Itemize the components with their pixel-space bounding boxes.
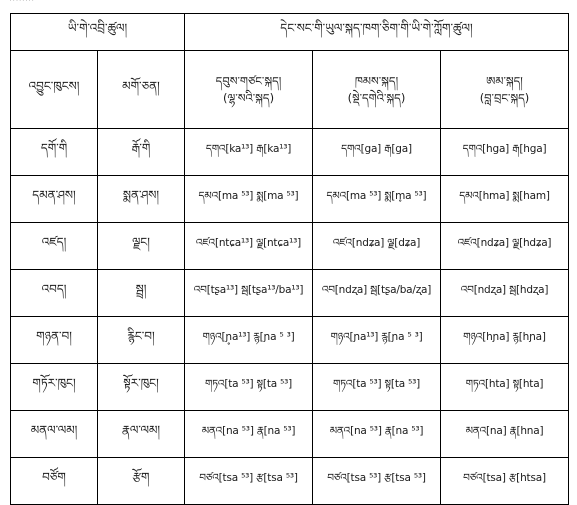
cell-source: གཏོར་ཁུང། [11,364,98,411]
header-kham-sub: (སྡེ་དགེའི་སྐད) [347,90,406,105]
cell-kham: འབ[ndʐa] སྦ[tʂa/ba/ʐa] [313,270,441,317]
cell-amdo: དམའ[hma] སྨ[ham] [441,176,569,223]
table-row [11,458,569,505]
cell-utsang: གཉའ[ɲ̥a¹³] རྙ[ɲa ⁵ ³] [185,317,313,364]
cell-prefixed: རྒོ་གི [98,129,185,176]
cell-kham: མནའ[na ⁵³] རྣ[na ⁵³] [313,411,441,458]
header-utsang-sub: (ལྷ་སའི་སྐད) [222,90,275,105]
cell-amdo: གཉའ[hɲa] རྙ[hɲa] [441,317,569,364]
cell-source: འཛད། [11,223,98,270]
cell-amdo: འཛའ[ndʑa] ལྗ[hdʑa] [441,223,569,270]
cell-amdo: གཏའ[hta] སྟ[hta] [441,364,569,411]
cell-utsang: འབ[tʂa¹³] སྦ[tʂa¹³/ba¹³] [185,270,313,317]
table-row [11,317,569,364]
cell-kham: གཏའ[ta ⁵³] སྟ[ta ⁵³] [313,364,441,411]
cell-source: བཙོག [11,458,98,505]
cell-kham: གཉའ[ɲa¹³] རྙ[ɲa ⁵ ³] [313,317,441,364]
cell-prefixed: སྦྲ། [98,270,185,317]
table-row [11,411,569,458]
cell-kham: བཙའ[tsa ⁵³] རྩ[tsa ⁵³] [313,458,441,505]
cell-utsang: མནའ[na ⁵³] རྣ[na ⁵³] [185,411,313,458]
cell-utsang: འཛའ[ntɕa¹³] ལྗ[ntɕa¹³] [185,223,313,270]
header-group-writing: ཡི་གེ་འབྲི་ཚུལ། [11,14,185,51]
cell-source: མནལ་ལམ། [11,411,98,458]
cell-utsang: བཙའ[tsa ⁵³] རྩ[tsa ⁵³] [185,458,313,505]
cell-source: དམན་ཤས། [11,176,98,223]
header-group-dialects: དེང་སང་གི་ཡུལ་སྐད་ཁག་ཅིག་གི་ཡི་གེ་ཀློག་ཚུལ། [185,14,569,51]
header-amdo-sub: (བླ་བྲང་སྐད) [479,90,530,105]
cell-utsang: དགའ[ka¹³] རྒ[ka¹³] [185,129,313,176]
cell-prefixed: རྙིང་བ། [98,317,185,364]
cell-source: གཉན་བ། [11,317,98,364]
cell-prefixed: རྣལ་ལམ། [98,411,185,458]
header-amdo [441,51,569,129]
table-row [11,270,569,317]
header-prefixed: མགོ་ཅན། [98,51,185,129]
cell-prefixed: སྨན་ཤས། [98,176,185,223]
cell-amdo: འབ[ndʐa] སྦ[hdʐa] [441,270,569,317]
cell-utsang: དམའ[ma ⁵³] སྨ[ma ⁵³] [185,176,313,223]
header-amdo-name: ཨམ་སྐད། [486,73,523,88]
header-kham [313,51,441,129]
cell-prefixed: ལྗང། [98,223,185,270]
header-utsang-name: དབུས་གཙང་སྐད། [215,73,282,88]
table-row [11,129,569,176]
cell-amdo: དགའ[hga] རྒ[hga] [441,129,569,176]
cell-amdo: བཙའ[tsa] རྩ[htsa] [441,458,569,505]
cell-source: འབད། [11,270,98,317]
cell-amdo: མནའ[na] རྣ[hna] [441,411,569,458]
table-row [11,176,569,223]
cell-prefixed: རྩོག [98,458,185,505]
table-row [11,364,569,411]
header-source: འབྱུང་ཁུངས། [11,51,98,129]
pronunciation-table [10,13,569,505]
cell-kham: དགའ[ga] རྒ[ga] [313,129,441,176]
header-column-row [11,51,569,129]
page-top-fragment: ་ ་ ་ ་ ་ ་ ་ ་ [10,0,34,6]
cell-prefixed: སྟོར་ཁུང། [98,364,185,411]
header-kham-name: ཁམས་སྐད། [354,73,399,88]
cell-utsang: གཏའ[ta ⁵³] སྟ[ta ⁵³] [185,364,313,411]
cell-kham: འཛའ[ndʑa] ལྗ[dʑa] [313,223,441,270]
cell-kham: དམའ[ma ⁵³] སྨ[m̥a ⁵³] [313,176,441,223]
cell-source: དགོ་གི [11,129,98,176]
header-group-row [11,14,569,51]
header-utsang [185,51,313,129]
table-row [11,223,569,270]
